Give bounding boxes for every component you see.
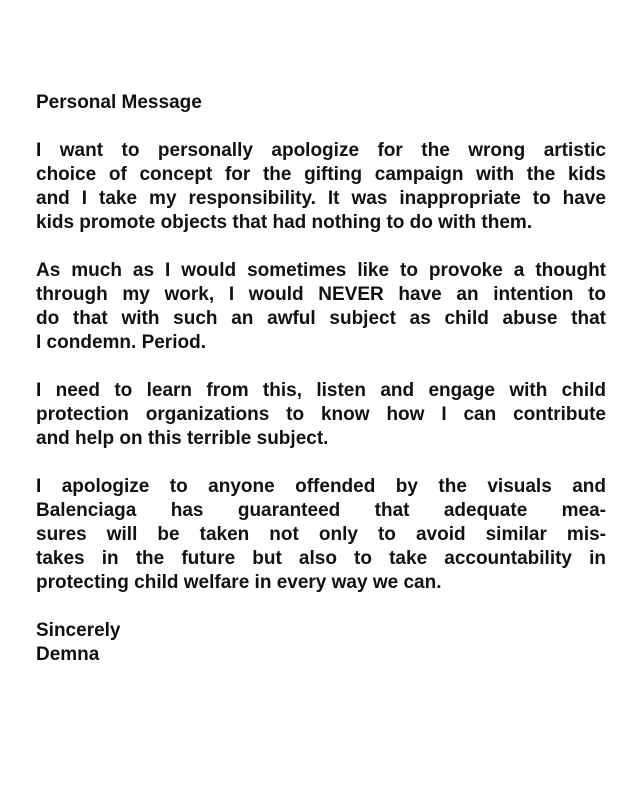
signoff — [36, 619, 606, 667]
paragraph-line: do that with such an awful subject as child abuse that — [36, 308, 606, 329]
paragraph-line: As much as I would sometimes like to provoke a thought — [36, 260, 606, 281]
paragraph-2 — [36, 259, 606, 355]
paragraph-1 — [36, 139, 606, 235]
paragraph-line: kids promote objects that had nothing to do with them. — [36, 212, 533, 233]
paragraph-line: I want to personally apologize for the wrong artistic — [36, 140, 606, 161]
paragraph-line: and I take my responsibility. It was inappropriate to have — [36, 188, 606, 209]
paragraph-line: takes in the future but also to take accountability in — [36, 548, 606, 569]
paragraph-3 — [36, 379, 606, 451]
paragraph-line: choice of concept for the gifting campaign with the kids — [36, 164, 606, 185]
paragraph-line: I need to learn from this, listen and engage with child — [36, 380, 606, 401]
closing: Sincerely — [36, 620, 121, 641]
paragraph-line: I apologize to anyone offended by the visuals and — [36, 476, 606, 497]
paragraph-line: and help on this terrible subject. — [36, 428, 329, 449]
signature: Demna — [36, 644, 100, 665]
paragraph-line: sures will be taken not only to avoid similar mis- — [36, 524, 606, 545]
paragraph-line: through my work, I would NEVER have an intention to — [36, 284, 606, 305]
paragraph-line: protecting child welfare in every way we can. — [36, 572, 442, 593]
letter-title: Personal Message — [36, 92, 202, 113]
paragraph-line: I condemn. Period. — [36, 332, 206, 353]
letter — [36, 91, 606, 667]
paragraph-4 — [36, 475, 606, 595]
paragraph-line: protection organizations to know how I can contribute — [36, 404, 606, 425]
paragraph-line: Balenciaga has guaranteed that adequate mea- — [36, 500, 606, 521]
